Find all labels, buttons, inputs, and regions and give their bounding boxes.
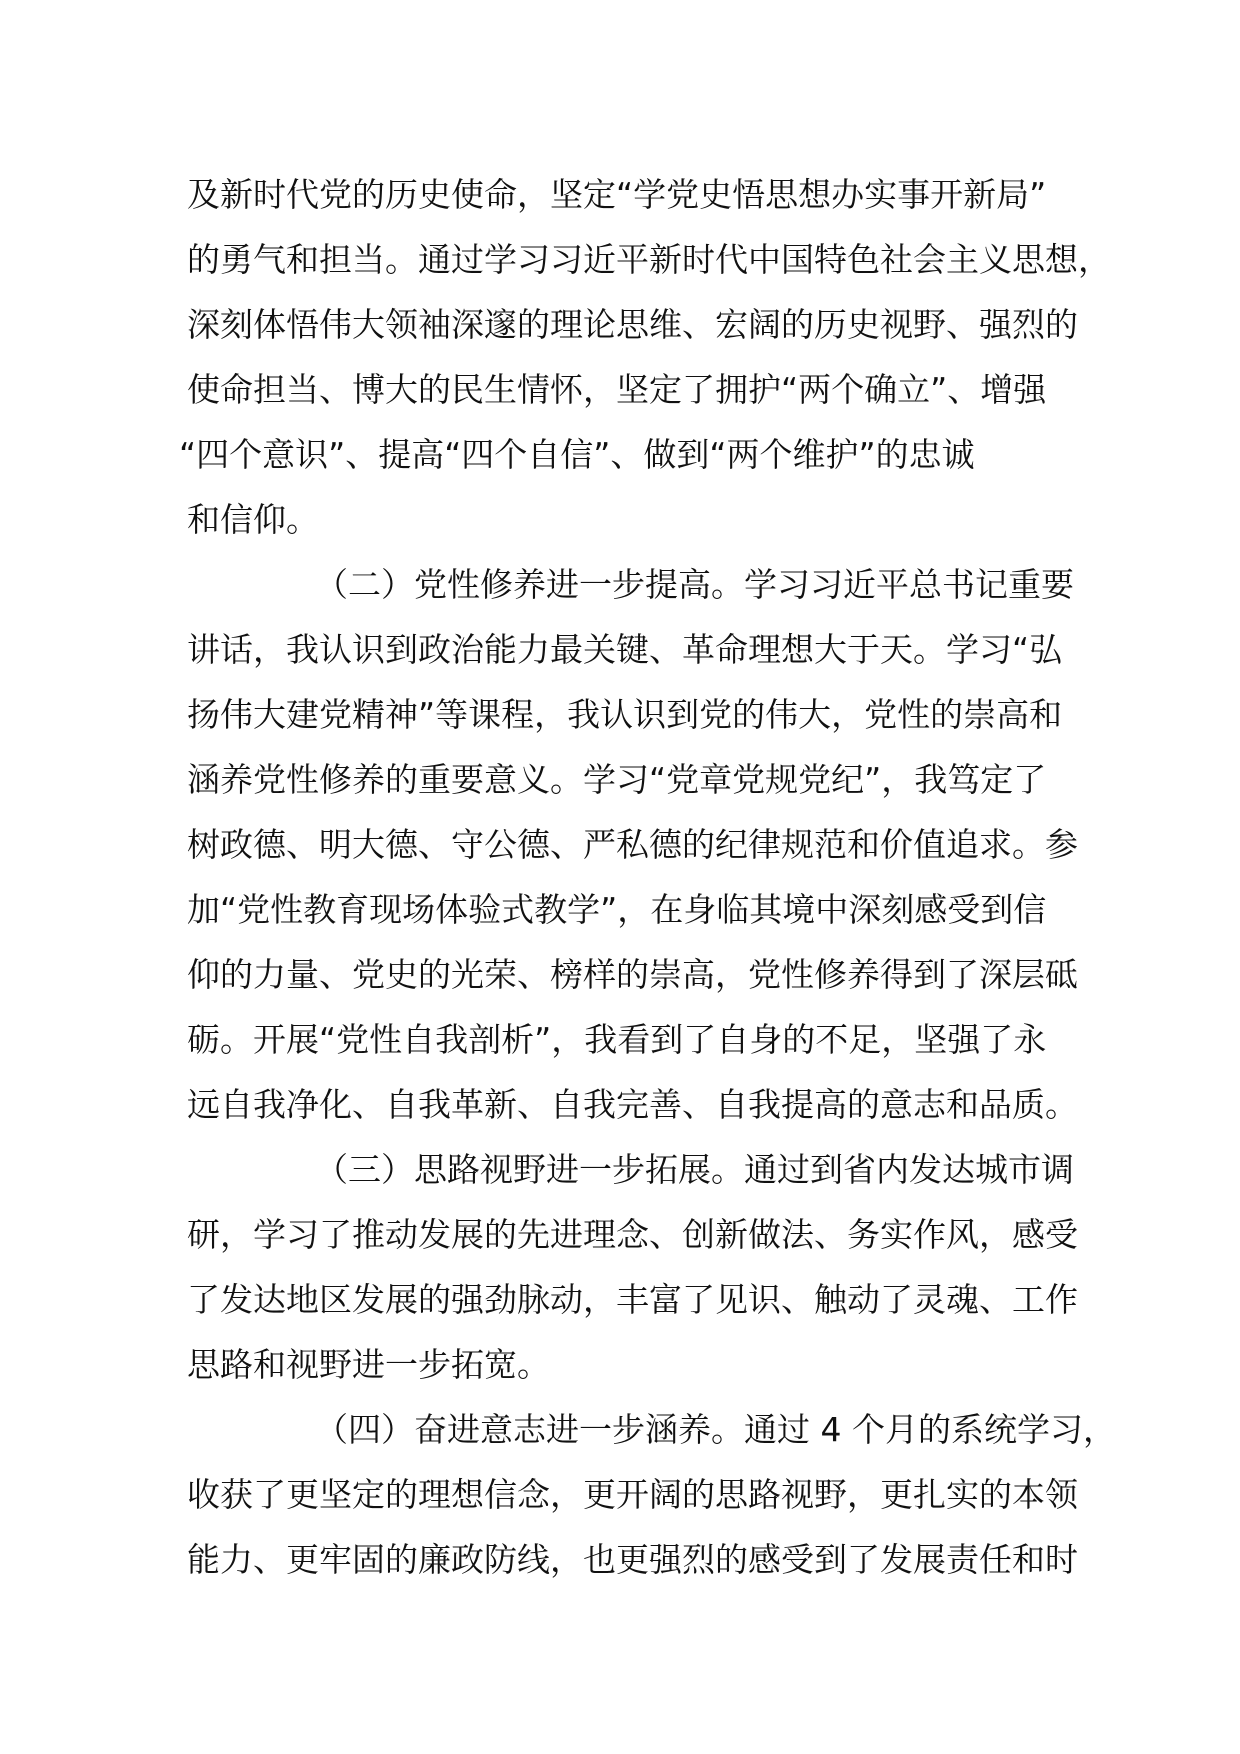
text-line: 砺。开展“党性自我剖析”，我看到了自身的不足，坚强了永 bbox=[187, 1020, 1047, 1059]
text-line: 加“党性教育现场体验式教学”，在身临其境中深刻感受到信 bbox=[187, 890, 1047, 929]
section-heading-line: （四）奋进意志进一步涵养。通过 4 个月的系统学习， bbox=[315, 1410, 1116, 1449]
text-line: 研，学习了推动发展的先进理念、创新做法、务实作风，感受 bbox=[187, 1215, 1078, 1254]
text-line: 讲话，我认识到政治能力最关键、革命理想大于天。学习“弘 bbox=[187, 630, 1063, 669]
text-line: 的勇气和担当。通过学习习近平新时代中国特色社会主义思想， bbox=[187, 240, 1111, 279]
text-line: 思路和视野进一步拓宽。 bbox=[187, 1345, 550, 1384]
text-line: 深刻体悟伟大领袖深邃的理论思维、宏阔的历史视野、强烈的 bbox=[187, 305, 1078, 344]
text-line: 扬伟大建党精神”等课程，我认识到党的伟大，党性的崇高和 bbox=[187, 695, 1063, 734]
text-line: 涵养党性修养的重要意义。学习“党章党规党纪”，我笃定了 bbox=[187, 760, 1047, 799]
text-line: 树政德、明大德、守公德、严私德的纪律规范和价值追求。参 bbox=[187, 825, 1078, 864]
document-body bbox=[179, 162, 1116, 1592]
text-line: 及新时代党的历史使命，坚定“学党史悟思想办实事开新局” bbox=[187, 175, 1047, 214]
text-line: “四个意识”、提高“四个自信”、做到“两个维护”的忠诚 bbox=[179, 435, 975, 474]
section-heading-line: （三）思路视野进一步拓展。通过到省内发达城市调 bbox=[315, 1150, 1074, 1189]
text-line: 使命担当、博大的民生情怀，坚定了拥护“两个确立”、增强 bbox=[187, 370, 1047, 409]
text-line: 了发达地区发展的强劲脉动，丰富了见识、触动了灵魂、工作 bbox=[187, 1280, 1078, 1319]
text-line: 能力、更牢固的廉政防线，也更强烈的感受到了发展责任和时 bbox=[187, 1540, 1078, 1579]
text-line: 仰的力量、党史的光荣、榜样的崇高，党性修养得到了深层砥 bbox=[187, 955, 1078, 994]
text-line: 和信仰。 bbox=[187, 500, 319, 539]
section-heading-line: （二）党性修养进一步提高。学习习近平总书记重要 bbox=[315, 565, 1074, 604]
text-line: 远自我净化、自我革新、自我完善、自我提高的意志和品质。 bbox=[187, 1085, 1078, 1124]
text-line: 收获了更坚定的理想信念，更开阔的思路视野，更扎实的本领 bbox=[187, 1475, 1078, 1514]
